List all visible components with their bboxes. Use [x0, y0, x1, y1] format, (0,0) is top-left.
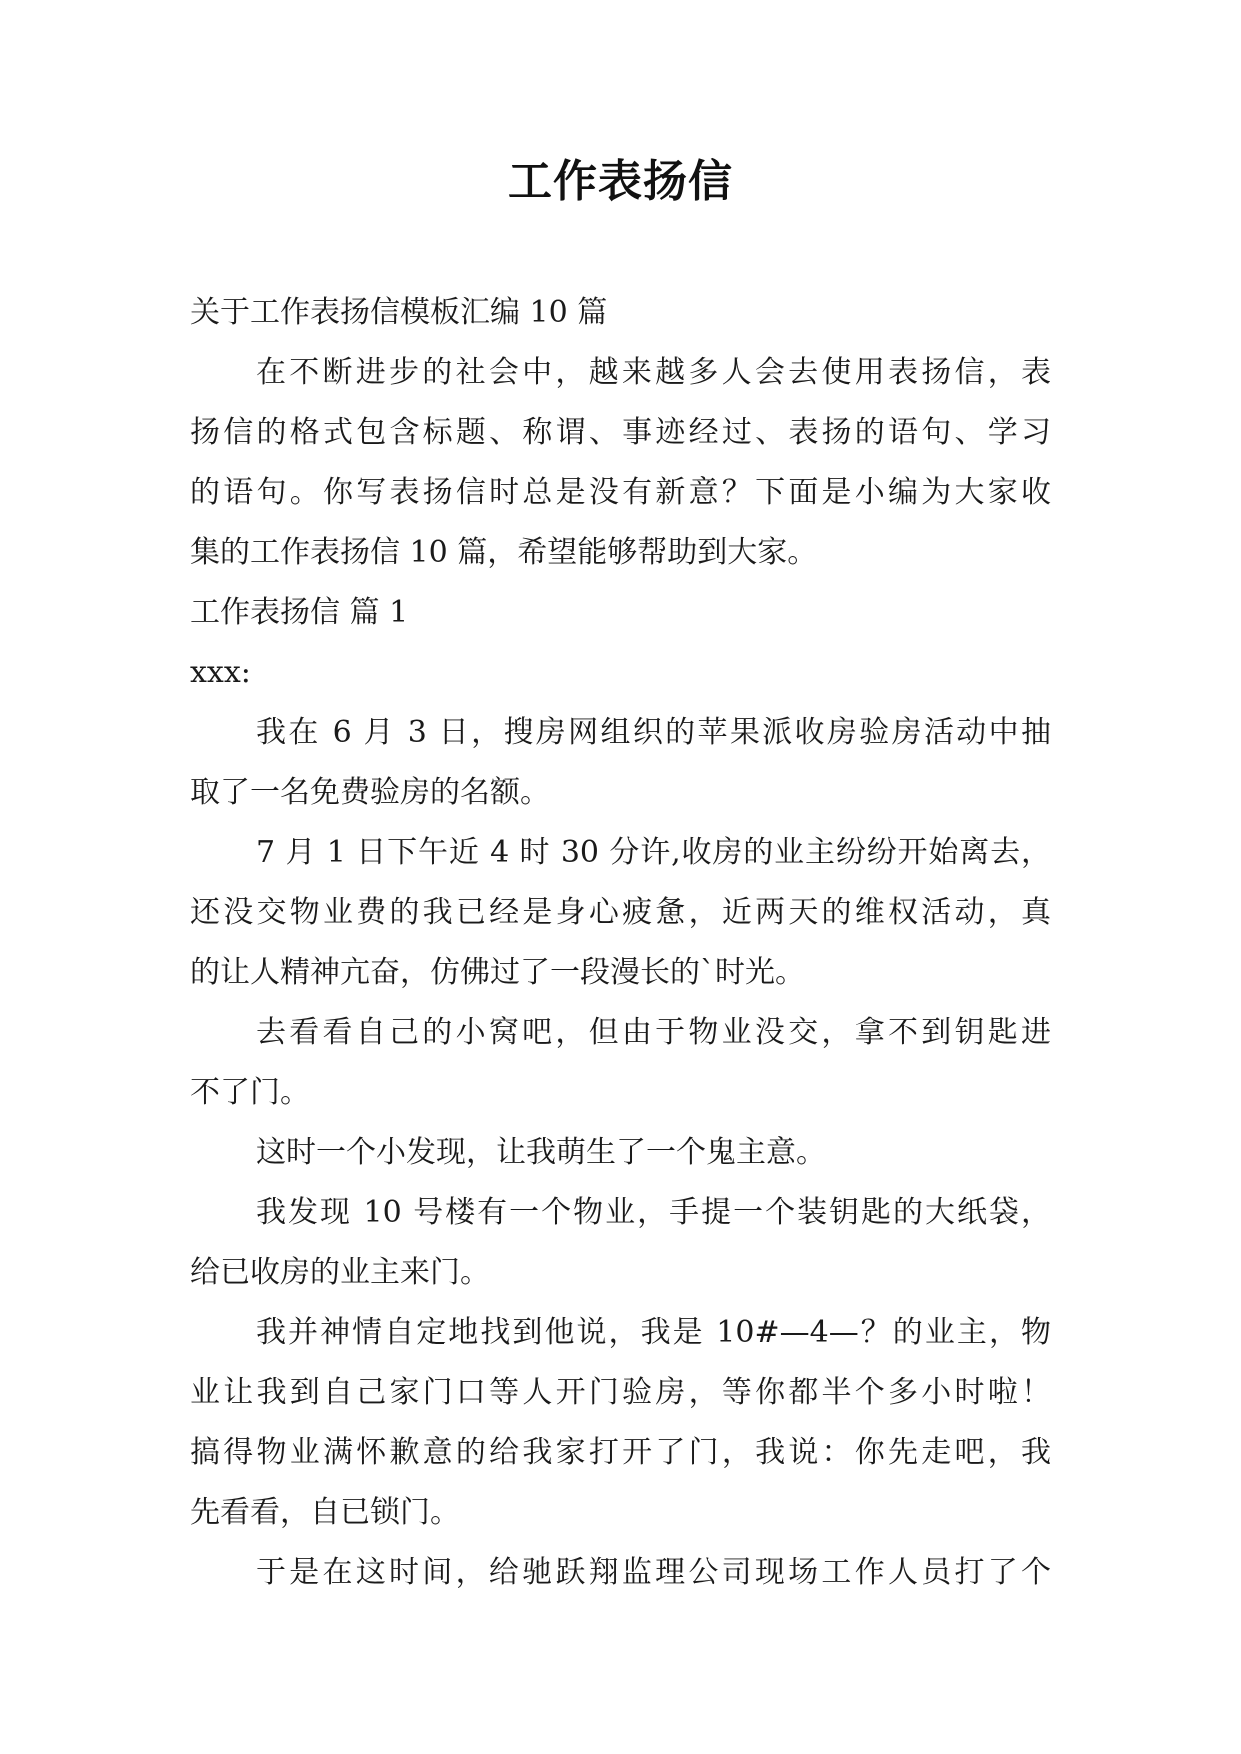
text-line: 我在 6 月 3 日，搜房网组织的苹果派收房验房活动中抽	[256, 715, 1051, 750]
text-line: 还没交物业费的我已经是身心疲惫，近两天的维权活动，真	[190, 895, 1051, 930]
salutation: xxx:	[190, 655, 251, 690]
text-line: 给已收房的业主来门。	[190, 1255, 490, 1290]
text-line: 去看看自己的小窝吧，但由于物业没交，拿不到钥匙进	[256, 1015, 1051, 1050]
text-line: 的语句。你写表扬信时总是没有新意？下面是小编为大家收	[190, 475, 1051, 510]
text-line: 我发现 10 号楼有一个物业，手提一个装钥匙的大纸袋，	[256, 1195, 1051, 1230]
text-line: 搞得物业满怀歉意的给我家打开了门，我说：你先走吧，我	[190, 1435, 1051, 1470]
text-line: 我并神情自定地找到他说，我是 10#—4—？的业主，物	[256, 1315, 1051, 1350]
text-line: 的让人精神亢奋，仿佛过了一段漫长的`时光。	[190, 955, 805, 990]
document-body	[190, 283, 1051, 1603]
document-title: 工作表扬信	[508, 156, 733, 207]
text-line: 7 月 1 日下午近 4 时 30 分许,收房的业主纷纷开始离去，	[256, 835, 1051, 870]
text-line: 关于工作表扬信模板汇编 10 篇	[190, 295, 608, 330]
text-line: 不了门。	[190, 1075, 310, 1110]
text-line: 于是在这时间，给驰跃翔监理公司现场工作人员打了个	[256, 1555, 1051, 1590]
section-heading: 工作表扬信 篇 1	[190, 595, 409, 630]
text-line: 扬信的格式包含标题、称谓、事迹经过、表扬的语句、学习	[190, 415, 1051, 450]
text-line: 在不断进步的社会中，越来越多人会去使用表扬信，表	[256, 355, 1051, 390]
text-line: 先看看，自已锁门。	[190, 1495, 460, 1530]
text-line: 集的工作表扬信 10 篇，希望能够帮助到大家。	[190, 535, 818, 570]
text-line: 这时一个小发现，让我萌生了一个鬼主意。	[256, 1135, 826, 1170]
text-line: 取了一名免费验房的名额。	[190, 775, 550, 810]
text-line: 业让我到自己家门口等人开门验房，等你都半个多小时啦！	[190, 1375, 1051, 1410]
